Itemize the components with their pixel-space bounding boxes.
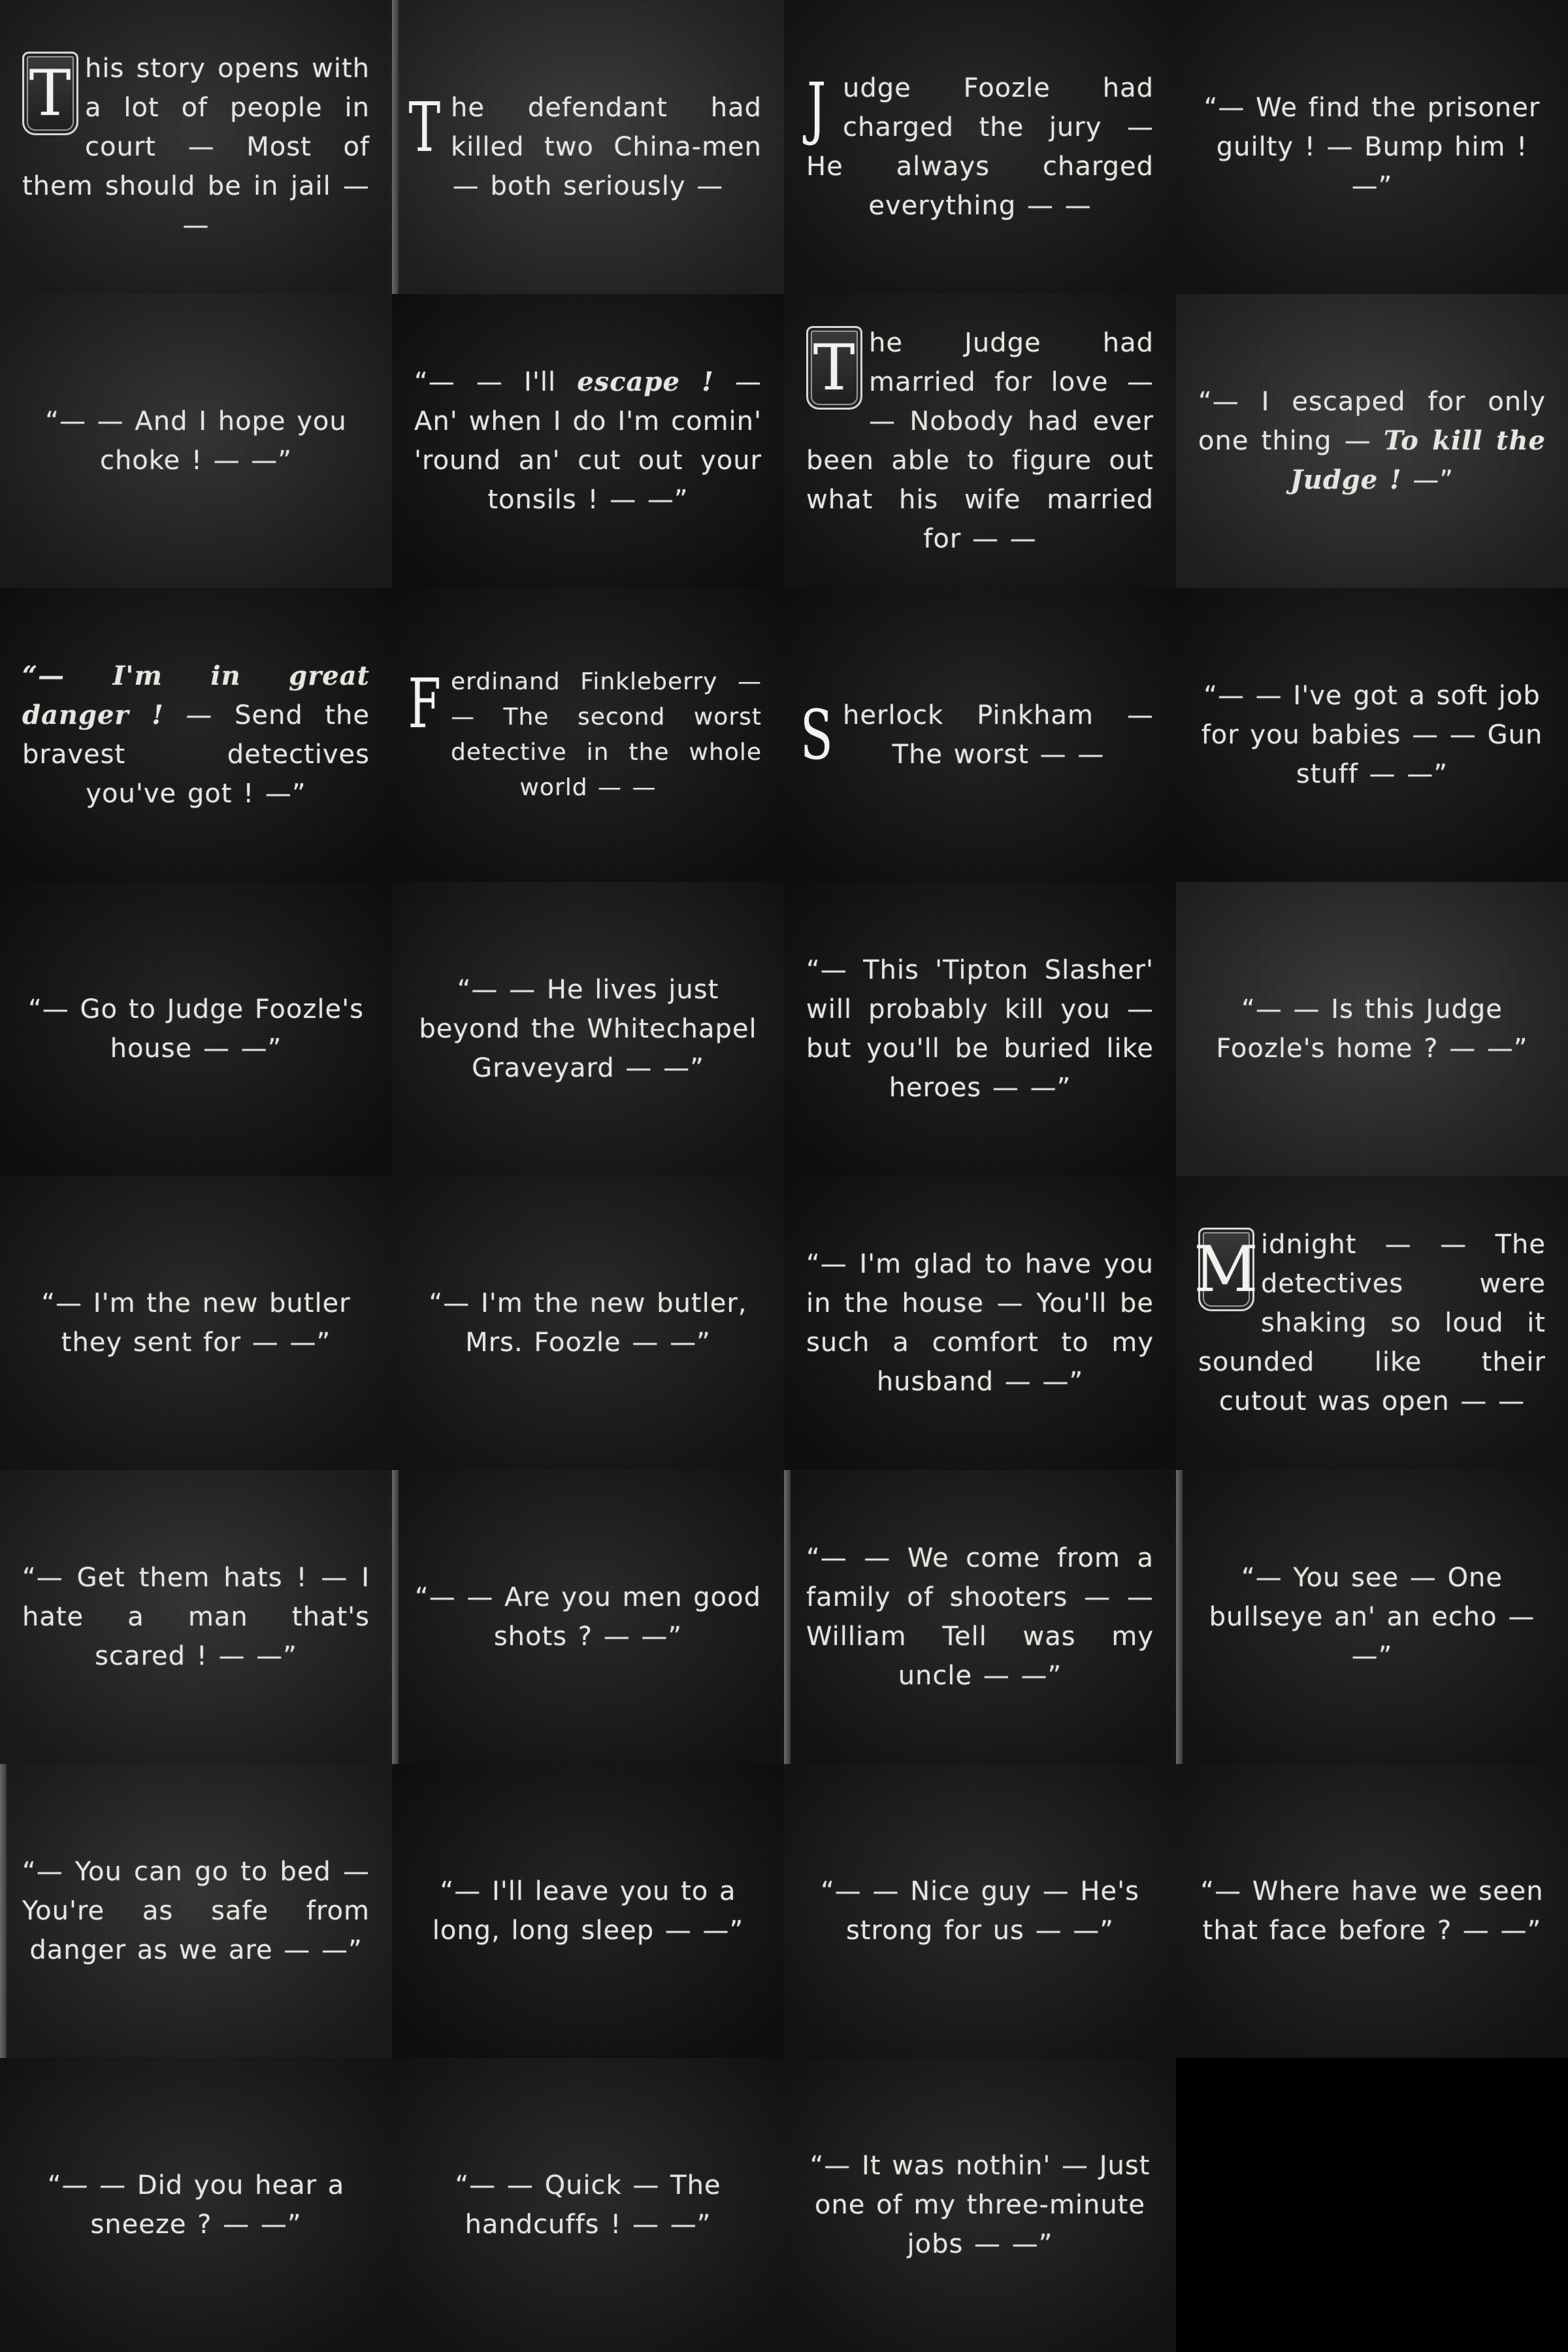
title-card-20-body: idnight — — The detectives were shaking so loud it sounded like their cutout was open — — — [1198, 1230, 1546, 1416]
title-card-19-text: “— I'm glad to have you in the house — You'll be such a comfort to my husband — —” — [806, 1249, 1154, 1397]
title-card-9-emphasis: “— I'm in great danger ! — [22, 661, 370, 730]
title-card-15 — [784, 882, 1176, 1176]
title-card-30 — [392, 2058, 784, 2352]
title-card-24 — [1176, 1470, 1568, 1764]
initial-f: F — [408, 664, 442, 743]
title-card-9-text — [22, 657, 370, 813]
title-card-12-text: “— — I've got a soft job for you babies — — Gun stuff — —” — [1201, 681, 1543, 789]
title-card-27-text: “— — Nice guy — He's strong for us — —” — [821, 1876, 1139, 1946]
title-card-22 — [392, 1470, 784, 1764]
title-card-25-text: “— You can go to bed — You're as safe from danger as we are — —” — [22, 1857, 370, 1965]
title-card-3-body: udge Foozle had charged the jury — He always charged everything — — — [806, 73, 1154, 221]
title-card-18-text: “— I'm the new butler, Mrs. Foozle — —” — [429, 1288, 747, 1358]
title-card-1-text — [22, 49, 370, 245]
title-card-24-text: “— You see — One bullseye an' an echo — —” — [1209, 1563, 1535, 1671]
title-card-2-body: he defendant had killed two China-men — both seriously — — [451, 93, 762, 201]
title-card-14 — [392, 882, 784, 1176]
title-card-6-part-a: “— — I'll — [414, 367, 578, 397]
title-card-26-text: “— I'll leave you to a long, long sleep — —” — [432, 1876, 744, 1946]
title-card-12 — [1176, 588, 1568, 882]
title-card-8 — [1176, 294, 1568, 588]
title-card-8-part-b: —” — [1401, 465, 1454, 495]
title-card-11 — [784, 588, 1176, 882]
title-card-2-text — [408, 88, 762, 206]
title-card-19 — [784, 1176, 1176, 1470]
title-card-8-emphasis: To kill the Judge ! — [1290, 425, 1546, 495]
title-card-22-text: “— — Are you men good shots ? — —” — [415, 1582, 761, 1652]
title-card-17 — [0, 1176, 392, 1470]
ornate-initial-t: T — [22, 52, 78, 135]
title-card-6-emphasis: escape ! — [577, 367, 714, 397]
title-card-14-text: “— — He lives just beyond the Whitechapel Graveyard — —” — [419, 975, 757, 1083]
title-card-7-body: he Judge had married for love — — Nobody had ever been able to figure out what his wife married for — — — [806, 328, 1154, 554]
title-card-1-body: his story opens with a lot of people in court — Most of them should be in jail — — — [22, 54, 370, 240]
title-card-25 — [0, 1764, 392, 2058]
title-card-29 — [0, 2058, 392, 2352]
title-card-17-text: “— I'm the new butler they sent for — —” — [41, 1288, 351, 1358]
title-card-21 — [0, 1470, 392, 1764]
title-card-10 — [392, 588, 784, 882]
title-card-10-text — [408, 664, 762, 806]
title-card-3 — [784, 0, 1176, 294]
title-card-9 — [0, 588, 392, 882]
title-card-27 — [784, 1764, 1176, 2058]
title-card-29-text: “— — Did you hear a sneeze ? — —” — [47, 2170, 345, 2240]
title-card-11-text — [800, 695, 1154, 775]
title-card-28-text: “— Where have we seen that face before ? — —” — [1200, 1876, 1544, 1946]
initial-j: J — [807, 68, 827, 148]
title-card-16 — [1176, 882, 1568, 1176]
title-card-4 — [1176, 0, 1568, 294]
ornate-initial-t: T — [806, 326, 862, 410]
title-card-4-text: “— We find the prisoner guilty ! — Bump him ! —” — [1203, 93, 1541, 201]
title-card-13-text: “— Go to Judge Foozle's house — —” — [28, 994, 364, 1064]
title-card-31 — [784, 2058, 1176, 2352]
title-card-2 — [392, 0, 784, 294]
title-card-16-text: “— — Is this Judge Foozle's home ? — —” — [1216, 994, 1528, 1064]
title-card-13 — [0, 882, 392, 1176]
title-card-6 — [392, 294, 784, 588]
title-card-15-text: “— This 'Tipton Slasher' will probably kill you — but you'll be buried like heroes — —” — [806, 955, 1154, 1103]
title-card-18 — [392, 1176, 784, 1470]
ornate-initial-m: M — [1198, 1228, 1254, 1311]
title-card-6-text — [414, 363, 762, 519]
initial-t: T — [408, 88, 441, 167]
title-card-5 — [0, 294, 392, 588]
title-card-8-part-a: “— I escaped for only one thing — — [1198, 387, 1546, 456]
title-card-20 — [1176, 1176, 1568, 1470]
title-card-8-text — [1198, 382, 1546, 500]
empty-cell — [1176, 2058, 1568, 2352]
title-card-26 — [392, 1764, 784, 2058]
title-card-23 — [784, 1470, 1176, 1764]
title-card-28 — [1176, 1764, 1568, 2058]
title-card-7-text — [806, 323, 1154, 559]
title-card-3-text — [806, 69, 1154, 225]
title-card-6-part-b: — An' when I do I'm comin' 'round an' cut out your tonsils ! — —” — [414, 367, 762, 515]
title-card-20-text — [1194, 1225, 1546, 1421]
title-card-7 — [784, 294, 1176, 588]
initial-s: S — [800, 695, 834, 775]
title-card-10-body: erdinand Finkleberry — — The second worst detective in the whole world — — — [451, 668, 762, 801]
title-card-30-text: “— — Quick — The handcuffs ! — —” — [455, 2170, 721, 2240]
title-card-11-body: herlock Pinkham — The worst — — — [843, 700, 1154, 770]
title-card-1 — [0, 0, 392, 294]
title-card-31-text: “— It was nothin' — Just one of my three-minute jobs — —” — [809, 2151, 1151, 2259]
title-card-21-text: “— Get them hats ! — I hate a man that's scared ! — —” — [22, 1563, 370, 1671]
title-card-9-part-b: — Send the bravest detectives you've got ! —” — [22, 700, 370, 809]
title-card-5-text: “— — And I hope you choke ! — —” — [45, 406, 347, 476]
title-card-23-text: “— — We come from a family of shooters — — William Tell was my uncle — —” — [806, 1543, 1154, 1691]
